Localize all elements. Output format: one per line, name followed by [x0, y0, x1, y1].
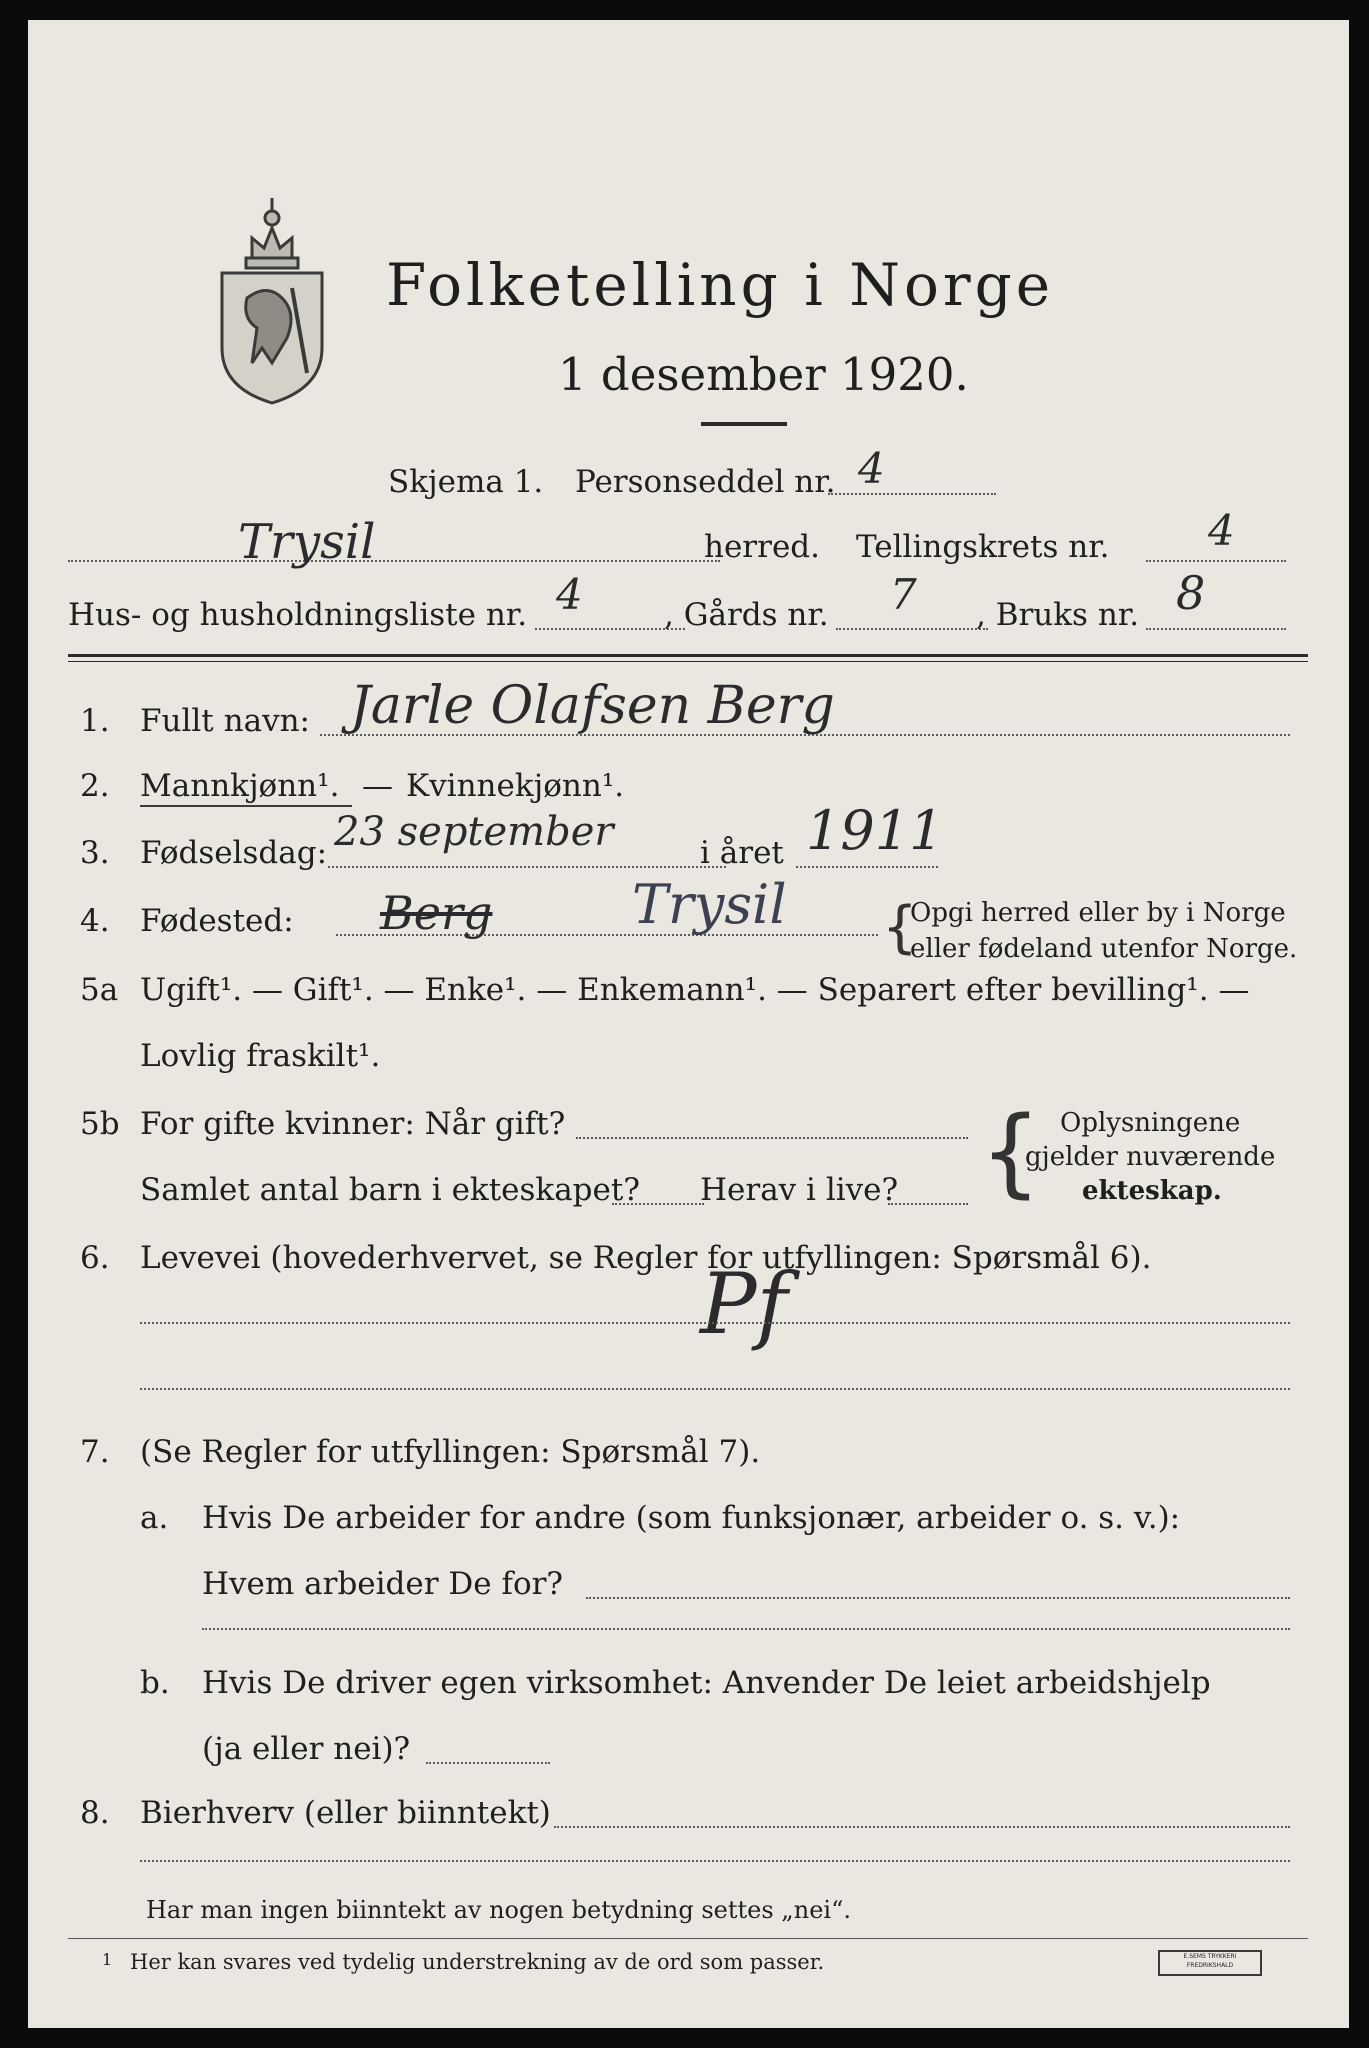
gards-value[interactable]: 7	[890, 570, 917, 619]
q4-note-line2: eller fødeland utenfor Norge.	[910, 934, 1298, 964]
tellingskrets-label: Tellingskrets nr.	[856, 529, 1110, 565]
q7a-answer-line-2[interactable]	[202, 1628, 1290, 1630]
q7a-line2: Hvem arbeider De for?	[202, 1566, 564, 1602]
q4-birthplace-value[interactable]: Trysil	[632, 873, 787, 936]
herred-value[interactable]: Trysil	[238, 514, 376, 570]
q2-separator: —	[362, 768, 393, 804]
q2-underline-mark	[140, 805, 352, 807]
q5a-line2[interactable]: Lovlig fraskilt¹.	[140, 1038, 381, 1074]
q7-label: (Se Regler for utfyllingen: Spørsmål 7).	[140, 1434, 761, 1470]
q6-number: 6.	[80, 1240, 110, 1276]
bruks-value[interactable]: 8	[1176, 566, 1206, 620]
q1-label: Fullt navn:	[140, 703, 310, 739]
q7b-line2: (ja eller nei)?	[202, 1731, 411, 1767]
q3-birthday-value[interactable]: 23 september	[334, 809, 614, 855]
q3-year-label: i året	[700, 835, 784, 871]
bruks-label: , Bruks nr.	[976, 597, 1140, 633]
section-rule-top	[68, 654, 1308, 657]
footer-rule	[68, 1938, 1308, 1939]
personseddel-label: Personseddel nr.	[575, 464, 836, 500]
q8-answer-line-2[interactable]	[140, 1860, 1290, 1862]
q5b-number: 5b	[80, 1106, 120, 1142]
form-title: Folketelling i Norge	[386, 251, 1055, 319]
husliste-value[interactable]: 4	[556, 570, 583, 619]
q7a-letter: a.	[140, 1500, 169, 1536]
q4-note-line1: Opgi herred eller by i Norge	[910, 898, 1286, 928]
printer-stamp	[1158, 1950, 1262, 1976]
q5b-note3: ekteskap.	[1082, 1176, 1222, 1206]
q5b-note1: Oplysningene	[1060, 1108, 1241, 1138]
q5b-line2b: Herav i live?	[700, 1172, 899, 1208]
q6-label: Levevei (hovederhvervet, se Regler for utfyllingen: Spørsmål 6).	[140, 1240, 1152, 1276]
q4-brace: {	[882, 895, 918, 960]
census-date: 1 desember 1920.	[558, 348, 969, 401]
q8-label: Bierhverv (eller biinntekt)	[140, 1795, 551, 1831]
footnote-mark: 1	[102, 1950, 113, 1969]
q4-birthplace-struck: Berg	[380, 886, 493, 940]
q3-year-value[interactable]: 1911	[806, 799, 944, 862]
q6-occupation-value[interactable]: Pf	[700, 1255, 788, 1353]
q7b-answer-line[interactable]	[426, 1762, 550, 1764]
q5b-line1: For gifte kvinner: Når gift?	[140, 1106, 566, 1142]
coat-of-arms-icon	[212, 188, 332, 410]
q2-number: 2.	[80, 768, 110, 804]
q1-full-name-value[interactable]: Jarle Olafsen Berg	[350, 676, 835, 736]
q7b-letter: b.	[140, 1665, 170, 1701]
gards-label: , Gårds nr.	[664, 597, 829, 633]
printer-stamp-text: E.SEMS TRYKKERI FREDRIKSHALD	[1183, 1953, 1237, 1969]
q7-number: 7.	[80, 1434, 110, 1470]
q2-mann-option[interactable]: Mannkjønn¹.	[140, 768, 340, 804]
q5b-line2a: Samlet antal barn i ekteskapet?	[140, 1172, 640, 1208]
q3-label: Fødselsdag:	[140, 835, 328, 871]
q8-answer-line[interactable]	[554, 1826, 1290, 1828]
q3-number: 3.	[80, 835, 110, 871]
q7a-answer-line[interactable]	[586, 1597, 1290, 1599]
q5a-number: 5a	[80, 972, 119, 1008]
q8-number: 8.	[80, 1795, 110, 1831]
census-form	[28, 20, 1349, 2028]
section-rule-bottom	[68, 661, 1308, 662]
q2-kvinne-option[interactable]: Kvinnekjønn¹.	[406, 768, 625, 804]
husliste-label: Hus- og husholdningsliste nr.	[68, 597, 528, 633]
q4-number: 4.	[80, 903, 110, 939]
tellingskrets-value[interactable]: 4	[1208, 506, 1235, 555]
skjema-label: Skjema 1.	[388, 464, 544, 500]
q7a-line1: Hvis De arbeider for andre (som funksjonær, arbeider o. s. v.):	[202, 1500, 1181, 1536]
footer-note: Har man ingen biinntekt av nogen betydning settes „nei“.	[146, 1896, 851, 1924]
personseddel-value[interactable]: 4	[858, 444, 885, 493]
footnote-text: Her kan svares ved tydelig understrekning av de ord som passer.	[130, 1950, 825, 1974]
q5a-line1[interactable]: Ugift¹. — Gift¹. — Enke¹. — Enkemann¹. — Separert efter bevilling¹. —	[140, 972, 1250, 1008]
q1-number: 1.	[80, 703, 110, 739]
q7b-line1: Hvis De driver egen virksomhet: Anvender De leiet arbeidshjelp	[202, 1665, 1211, 1701]
q5b-brace: {	[980, 1096, 1042, 1208]
q5b-note2: gjelder nuværende	[1025, 1142, 1276, 1172]
q4-label: Fødested:	[140, 903, 294, 939]
herred-label: herred.	[704, 529, 820, 565]
title-divider	[701, 422, 787, 426]
